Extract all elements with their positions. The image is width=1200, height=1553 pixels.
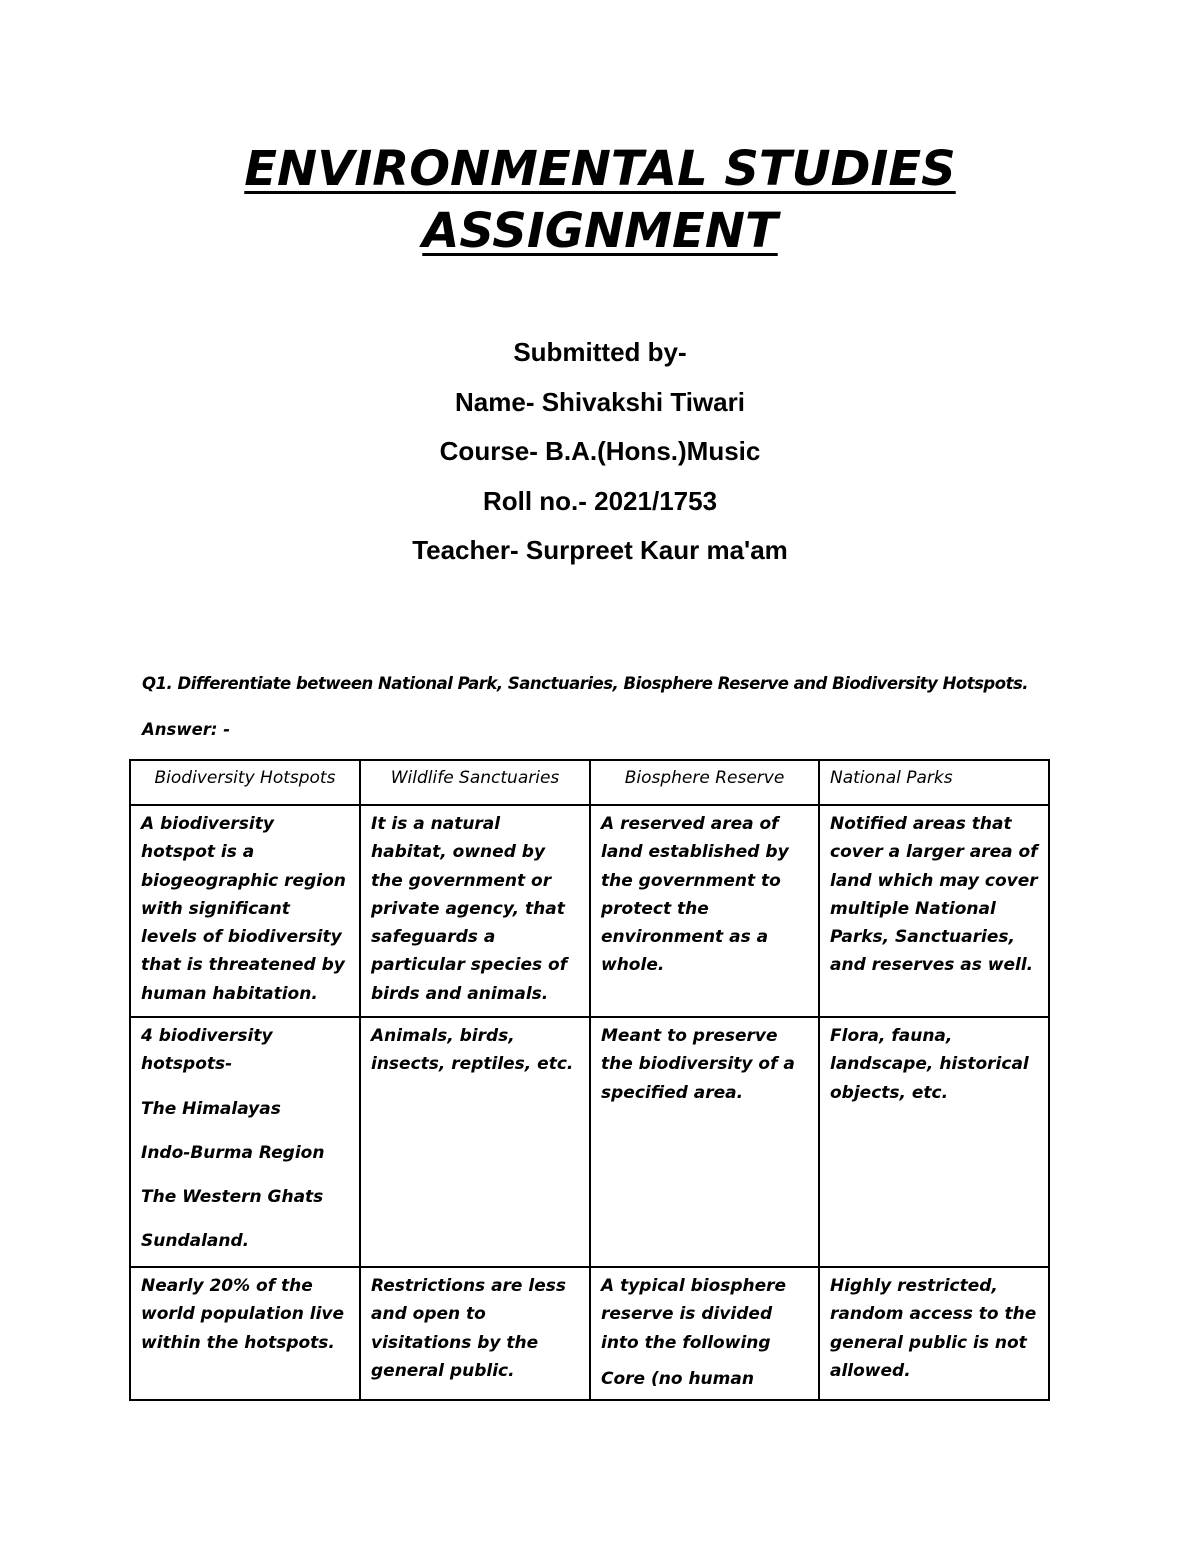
- title-line-1: ENVIRONMENTAL STUDIES: [244, 141, 956, 197]
- header-national-parks: National Parks: [819, 760, 1049, 805]
- table-row: [130, 805, 1049, 1017]
- cell-biosphere-zones: [590, 1267, 819, 1400]
- submission-details: [0, 332, 1200, 580]
- table-header-row: [130, 760, 1049, 805]
- cell-hotspots-population: Nearly 20% of the world population live within the hotspots.: [130, 1267, 360, 1400]
- document-title: [0, 138, 1200, 262]
- submitted-by: Submitted by-: [513, 337, 687, 367]
- cell-biosphere-definition: A reserved area of land established by the government to protect the environment as a whole.: [590, 805, 819, 1017]
- hotspot-item: Sundaland.: [141, 1231, 250, 1252]
- biosphere-zones-continued: Core (no human: [601, 1368, 754, 1389]
- student-name: Name- Shivakshi Tiwari: [455, 386, 745, 417]
- cell-parks-definition: Notified areas that cover a larger area of land which may cover multiple National Parks, Sanctuaries, and reserves as well.: [819, 805, 1049, 1017]
- cell-hotspots-definition: A biodiversity hotspot is a biogeographic region with significant levels of biodiversity that is threatened by human habitation.: [130, 805, 360, 1017]
- teacher: Teacher- Surpreet Kaur ma'am: [412, 535, 788, 565]
- cell-sanctuaries-access: Restrictions are less and open to visitations by the general public.: [360, 1267, 590, 1400]
- roll-number: Roll no.- 2021/1753: [482, 485, 718, 516]
- question-text: Q1. Differentiate between National Park, Sanctuaries, Biosphere Reserve and Biodiversity Hotspots.: [142, 674, 1029, 693]
- header-biodiversity-hotspots: Biodiversity Hotspots: [130, 760, 360, 805]
- cell-parks-examples: Flora, fauna, landscape, historical objects, etc.: [819, 1017, 1049, 1267]
- biosphere-zones-text: A typical biosphere reserve is divided into the following: [601, 1276, 787, 1353]
- hotspot-item: The Himalayas: [141, 1098, 281, 1119]
- header-biosphere-reserve: Biosphere Reserve: [590, 760, 819, 805]
- comparison-table: [129, 759, 1050, 1401]
- table-row: [130, 1267, 1049, 1400]
- cell-biosphere-purpose: Meant to preserve the biodiversity of a specified area.: [590, 1017, 819, 1267]
- table-row: [130, 1017, 1049, 1267]
- course: Course- B.A.(Hons.)Music: [439, 436, 761, 466]
- hotspot-item: Indo-Burma Region: [141, 1142, 325, 1163]
- cell-sanctuaries-definition: It is a natural habitat, owned by the government or private agency, that safeguards a particular species of birds and animals.: [360, 805, 590, 1017]
- cell-sanctuaries-examples: Animals, birds, insects, reptiles, etc.: [360, 1017, 590, 1267]
- title-line-2: ASSIGNMENT: [422, 203, 778, 259]
- cell-hotspots-examples: [130, 1017, 360, 1267]
- cell-parks-access: Highly restricted, random access to the general public is not allowed.: [819, 1267, 1049, 1400]
- answer-label: Answer: -: [142, 720, 231, 739]
- hotspot-item: The Western Ghats: [141, 1187, 324, 1208]
- hotspots-intro: 4 biodiversity hotspots-: [141, 1026, 273, 1075]
- header-wildlife-sanctuaries: Wildlife Sanctuaries: [360, 760, 590, 805]
